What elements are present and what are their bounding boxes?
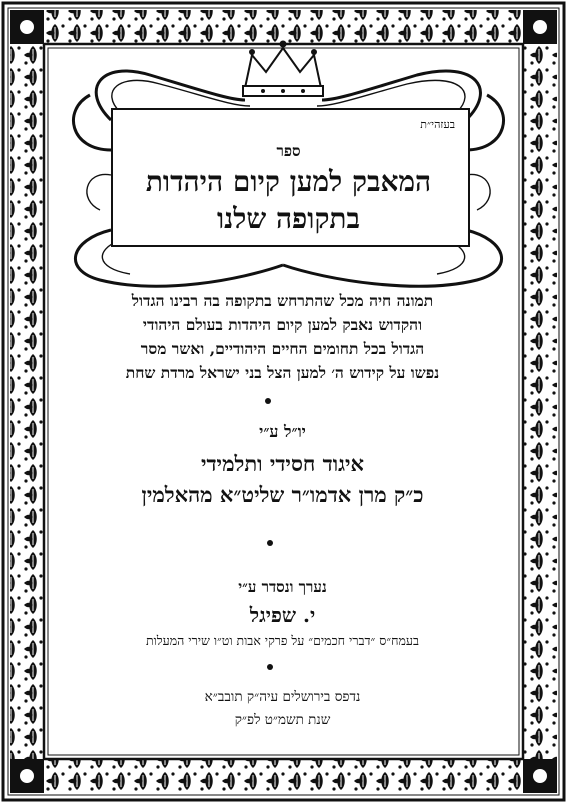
publisher-line-1: איגוד חסידי ותלמידי [200,451,365,476]
description-line-1: תמונה חיה מכל שהתרחש בתקופה בה רבינו הגדול [131,291,434,310]
description-line-3: הגדול בכל תחומים החיים היהודיים, ואשר מסר [140,339,425,358]
separator-dot [267,540,273,546]
print-year: שנת תשמ״ט לפ״ק [234,712,331,728]
description-line-2: והקדוש נאבק למען קיום היהדות בעולם היהודי [142,315,423,334]
blessing: בעזהי״ת [420,118,455,131]
editor-label: נערך ונסדר ע״י [238,578,327,596]
print-place: נדפס בירושלים עיה״ק תובב״א [204,689,361,705]
separator-dot [265,398,271,404]
editor-name: י. שפיגל [249,603,316,627]
published-by-label: יו״ל ע״י [259,422,306,441]
description-line-4: נפשו על קידוש ה׳ למען הצל בני ישראל מרדת שחת [125,363,440,382]
book-title-line-2: בתקופה שלנו [217,202,360,235]
sefer-label: ספר [276,142,301,160]
book-title-line-1: המאבק למען קיום היהדות [145,165,432,198]
publisher-line-2: כ״ק מרן אדמו״ר שליט״א מהאלמין [141,482,424,507]
separator-dot [267,664,273,670]
editor-credit: בעמח״ס ״דברי חכמים״ על פרקי אבות וט״ו שירי המעלות [145,633,419,648]
